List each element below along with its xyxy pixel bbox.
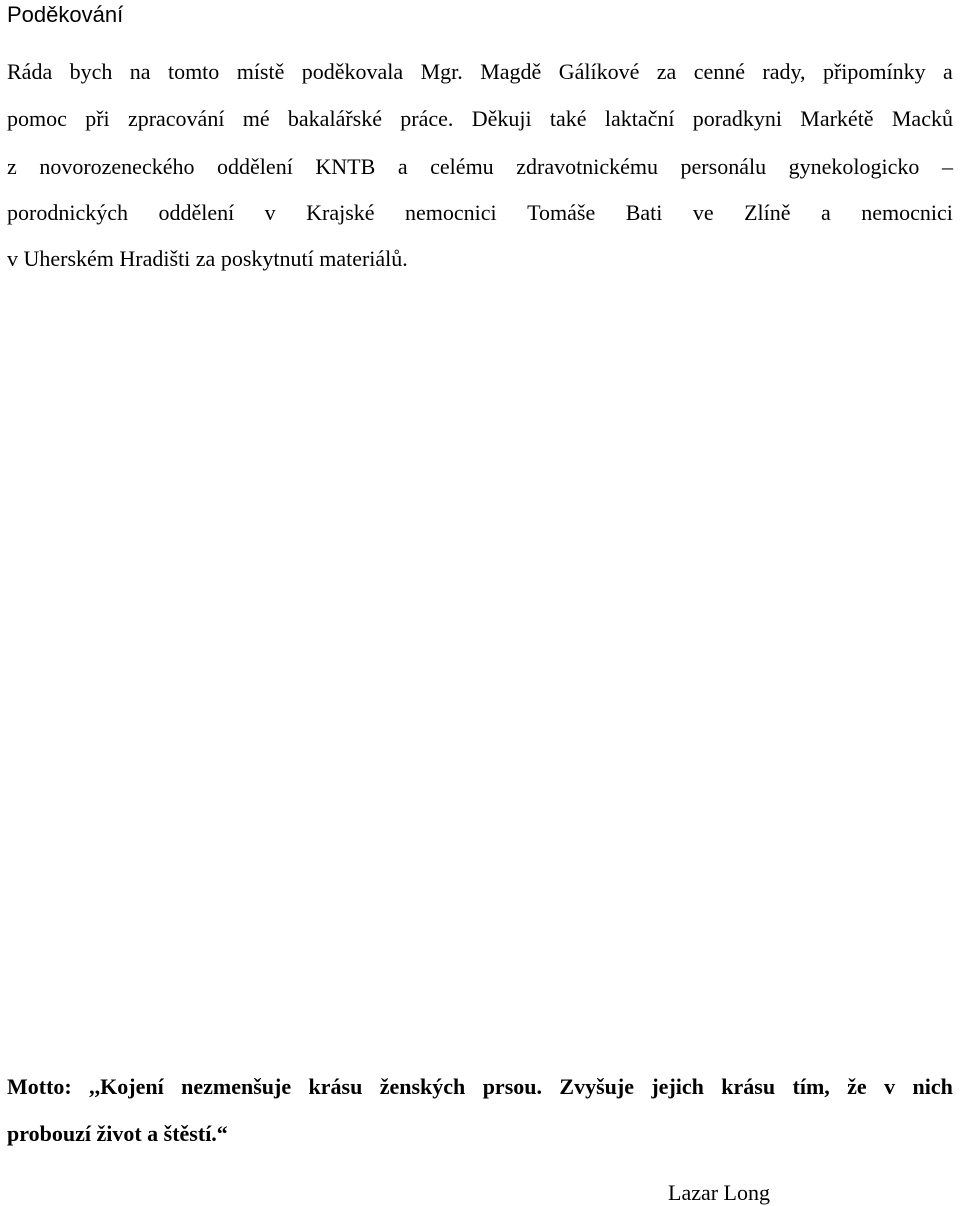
word: místě <box>236 59 285 84</box>
word: a <box>821 200 831 225</box>
word: krásu <box>721 1074 776 1099</box>
word: tím, <box>792 1074 830 1099</box>
word: poradkyni <box>692 106 782 131</box>
word: cenné <box>693 59 745 84</box>
word: Magdě <box>480 59 542 84</box>
word: na <box>129 59 151 84</box>
word: Děkuji <box>471 106 532 131</box>
word: za <box>656 59 677 84</box>
word: – <box>941 154 953 179</box>
word: práce. <box>400 106 454 131</box>
paragraph-line <box>7 154 953 180</box>
word: nezmenšuje <box>181 1074 292 1099</box>
word: také <box>549 106 587 131</box>
word: jejich <box>651 1074 704 1099</box>
word: a <box>943 59 953 84</box>
word: mé <box>242 106 270 131</box>
paragraph-line <box>7 200 953 226</box>
word: KNTB <box>315 154 376 179</box>
word: nich <box>912 1074 953 1099</box>
word: zdravotnickému <box>516 154 658 179</box>
word: laktační <box>604 106 675 131</box>
word: gynekologicko <box>788 154 920 179</box>
word: Gálíkové <box>558 59 640 84</box>
word: Mgr. <box>420 59 463 84</box>
paragraph-line: v Uherském Hradišti za poskytnutí materiálů. <box>7 246 408 271</box>
word: oddělení <box>217 154 293 179</box>
word: Markétě <box>800 106 874 131</box>
word: při <box>85 106 110 131</box>
motto-line: probouzí život a štěstí.“ <box>7 1121 228 1146</box>
word: ženských <box>379 1074 466 1099</box>
page-heading: Poděkování <box>7 2 124 27</box>
word: rady, <box>762 59 806 84</box>
word: porodnických <box>7 200 128 225</box>
word: poděkovala <box>301 59 404 84</box>
word: celému <box>430 154 494 179</box>
word: že <box>847 1074 867 1099</box>
paragraph-line <box>7 106 953 132</box>
paragraph-line <box>7 59 953 85</box>
word: a <box>397 154 408 179</box>
word: ,,Kojení <box>89 1074 164 1099</box>
word: zpracování <box>127 106 225 131</box>
word: Zlíně <box>744 200 791 225</box>
word: v <box>264 200 276 225</box>
word: z <box>7 154 17 179</box>
word: v <box>884 1074 896 1099</box>
word: nemocnici <box>405 200 497 225</box>
word: Zvyšuje <box>559 1074 634 1099</box>
word: Motto: <box>7 1074 72 1099</box>
word: tomto <box>167 59 220 84</box>
word: pomoc <box>7 106 67 131</box>
word: Ráda <box>7 59 53 84</box>
word: připomínky <box>822 59 926 84</box>
word: nemocnici <box>861 200 953 225</box>
word: Tomáše <box>527 200 596 225</box>
word: prsou. <box>482 1074 542 1099</box>
word: personálu <box>680 154 767 179</box>
word: oddělení <box>158 200 235 225</box>
word: krásu <box>308 1074 363 1099</box>
word: Bati <box>625 200 663 225</box>
word: bakalářské <box>287 106 382 131</box>
word: novorozeneckého <box>39 154 195 179</box>
motto-line <box>7 1074 953 1100</box>
word: Macků <box>891 106 953 131</box>
word: Krajské <box>306 200 375 225</box>
word: ve <box>692 200 714 225</box>
word: bych <box>69 59 113 84</box>
motto-author: Lazar Long <box>668 1180 770 1205</box>
